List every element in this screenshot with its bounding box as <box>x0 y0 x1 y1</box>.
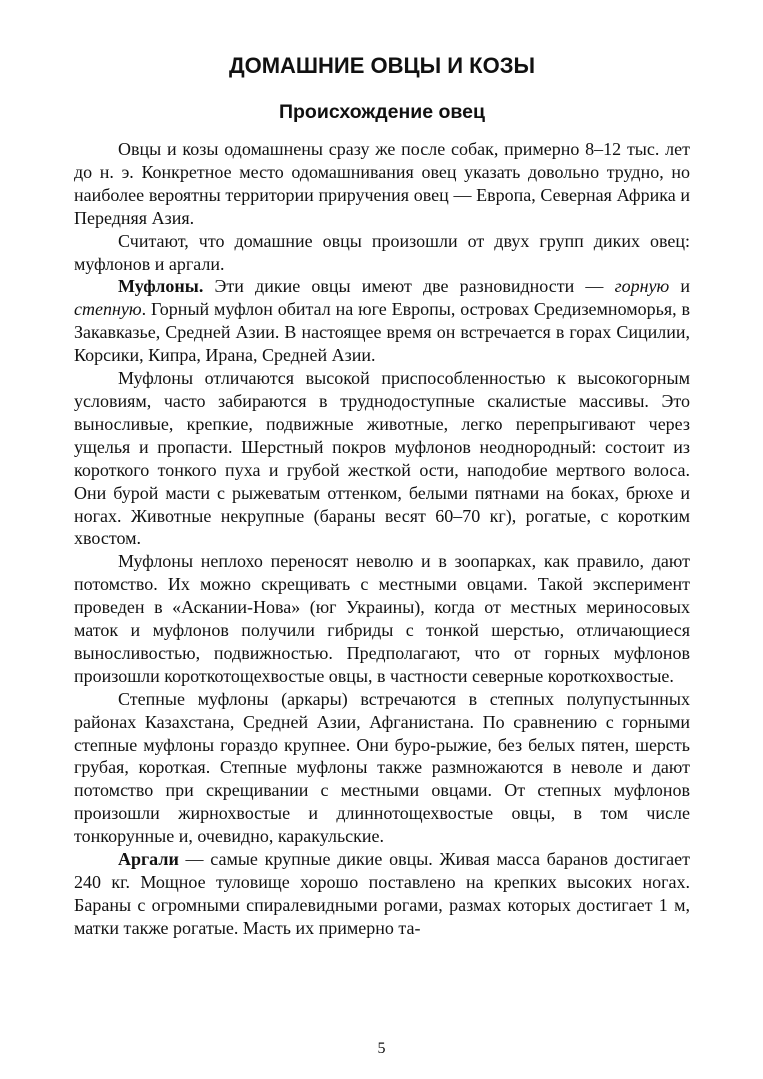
chapter-title: ДОМАШНИЕ ОВЦЫ И КОЗЫ <box>228 53 536 78</box>
paragraph-7-text: — самые крупные дикие овцы. Живая масса баранов достигает 240 кг. Мощное туловище хорошо поставлено на крепких высоких ногах. Бараны с огромными спиралевидными рогами, размах которых достигает 1 м, матки также рогатые. Масть их примерно та- <box>74 849 690 938</box>
paragraph-3-text-1: Эти дикие овцы имеют две разновидности — <box>203 276 615 297</box>
paragraph-3-text-2: и <box>669 276 690 297</box>
term-mouflons: Муфлоны. <box>118 276 204 297</box>
paragraph-1: Овцы и козы одомашнены сразу же после собак, примерно 8–12 тыс. лет до н. э. Конкретное место одомашнивания овец указать довольно трудно, но наиболее вероятны территории приручения овец — Европа, Северная Африка и Передняя Азия. <box>74 139 690 228</box>
paragraph-3-text-3: . Горный муфлон обитал на юге Европы, островах Средиземноморья, в Закавказье, Средней Азии. В настоящее время он встречается в горах Сицилии, Корсики, Кипра, Ирана, Средней Азии. <box>74 299 690 366</box>
body-text <box>74 138 690 940</box>
paragraph-5: Муфлоны неплохо переносят неволю и в зоопарках, как правило, дают потомство. Их можно скрещивать с местными овцами. Такой эксперимент проведен в «Аскании-Нова» (юг Украины), когда от местных мериносовых маток и муфлонов получили гибриды с тонкой шерстью, отличающиеся выносливостью, подвижностью. Предполагают, что от горных муфлонов произошли короткотощехвостые овцы, в частности северные короткохвостые. <box>74 551 690 686</box>
page-number: 5 <box>377 1040 386 1057</box>
term-steppe: степную <box>74 299 142 320</box>
term-mountain: горную <box>614 276 670 297</box>
paragraph-2: Считают, что домашние овцы произошли от двух групп диких овец: муфлонов и аргали. <box>74 230 690 274</box>
section-title: Происхождение овец <box>279 101 485 123</box>
page-content <box>74 52 690 940</box>
paragraph-3 <box>74 275 690 367</box>
paragraph-4: Муфлоны отличаются высокой приспособленностью к высокогорным условиям, часто забираются в труднодоступные скалистые массивы. Это выносливые, крепкие, подвижные животные, легко перепрыгивают через ущелья и пропасти. Шерстный покров муфлонов неоднородный: состоит из короткого тонкого пуха и грубой жесткой ости, наподобие мертвого волоса. Они бурой масти с рыжеватым оттенком, белыми пятнами на боках, брюхе и ногах. Животные некрупные (бараны весят 60–70 кг), рогатые, с коротким хвостом. <box>74 368 690 549</box>
paragraph-6: Степные муфлоны (аркары) встречаются в степных полупустынных районах Казахстана, Средней Азии, Афганистана. По сравнению с горными степные муфлоны гораздо крупнее. Они буро-рыжие, без белых пятен, шерсть грубая, короткая. Степные муфлоны также размножаются в неволе и дают потомство при скрещивании с местными овцами. От степных муфлонов произошли жирнохвостые и длиннотощехвостые овцы, в том числе тонкорунные и, очевидно, каракульские. <box>74 688 690 847</box>
term-argali: Аргали <box>118 849 179 870</box>
paragraph-7 <box>74 848 690 940</box>
